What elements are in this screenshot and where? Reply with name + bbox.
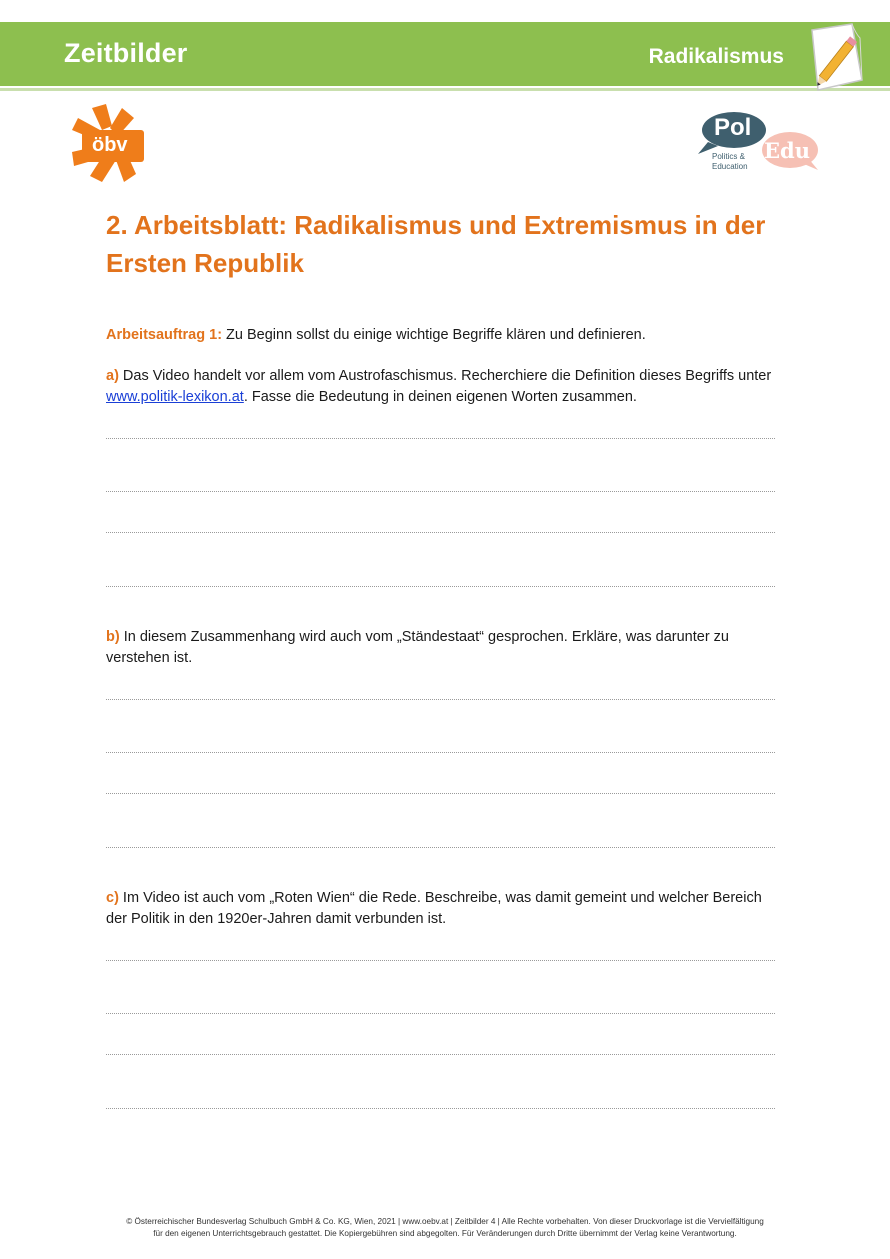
poledu-edu-text: Edu: [764, 138, 810, 163]
footer-line-2: für den eigenen Unterrichtsgebrauch gestattet. Die Kopiergebühren sind abgegolten. Für Veränderungen durch Dritte übernimmt der Verlag keine Verantwortung.: [153, 1229, 737, 1238]
poledu-pol-text: Pol: [714, 114, 752, 141]
poledu-caption-2: Education: [712, 162, 748, 171]
question-c: [106, 888, 786, 930]
series-title: Zeitbilder: [64, 38, 188, 68]
poledu-logo: [694, 108, 822, 176]
question-a-text-end: . Fasse die Bedeutung in deinen eigenen Worten zusammen.: [243, 389, 637, 405]
answer-line[interactable]: [106, 1108, 775, 1109]
answer-line[interactable]: [106, 793, 775, 794]
footer-line-1: © Österreichischer Bundesverlag Schulbuch GmbH & Co. KG, Wien, 2021 | www.oebv.at | Zeitbilder 4 | Alle Rechte vorbehalten. Von dieser Druckvorlage ist die Vervielfältigung: [126, 1217, 764, 1226]
task-intro: [106, 325, 786, 346]
task-label: Arbeitsauftrag 1:: [106, 327, 223, 343]
question-a-label: a): [106, 368, 119, 384]
oebv-logo-text: öbv: [92, 134, 128, 156]
copyright-footer: [100, 1216, 790, 1240]
answer-line[interactable]: [106, 438, 775, 439]
topic-title: Radikalismus: [648, 45, 784, 68]
question-b-label: b): [106, 629, 120, 645]
answer-line[interactable]: [106, 699, 775, 700]
answer-line[interactable]: [106, 1013, 775, 1014]
answer-line[interactable]: [106, 847, 775, 848]
answer-line[interactable]: [106, 532, 775, 533]
header-divider: [0, 88, 890, 91]
answer-line[interactable]: [106, 586, 775, 587]
poledu-caption-1: Politics &: [712, 152, 745, 161]
worksheet-title: 2. Arbeitsblatt: Radikalismus und Extremismus in der Ersten Republik: [106, 210, 766, 278]
answer-line[interactable]: [106, 960, 775, 961]
task-text: Zu Beginn sollst du einige wichtige Begriffe klären und definieren.: [222, 327, 646, 343]
pencil-note-icon: [800, 20, 870, 94]
politik-lexikon-link[interactable]: www.politik-lexikon.at: [106, 389, 244, 405]
question-c-label: c): [106, 890, 119, 906]
question-b: [106, 627, 786, 669]
answer-line[interactable]: [106, 1054, 775, 1055]
answer-line[interactable]: [106, 491, 775, 492]
question-b-text: In diesem Zusammenhang wird auch vom „Ständestaat“ gesprochen. Erkläre, was darunter zu verstehen ist.: [106, 629, 729, 666]
question-c-text: Im Video ist auch vom „Roten Wien“ die Rede. Beschreibe, was damit gemeint und welcher Bereich der Politik in den 1920er-Jahren damit verbunden ist.: [106, 890, 762, 927]
question-a: [106, 366, 786, 408]
answer-line[interactable]: [106, 752, 775, 753]
question-a-text: Das Video handelt vor allem vom Austrofaschismus. Recherchiere die Definition dieses Begriffs unter: [118, 368, 772, 384]
